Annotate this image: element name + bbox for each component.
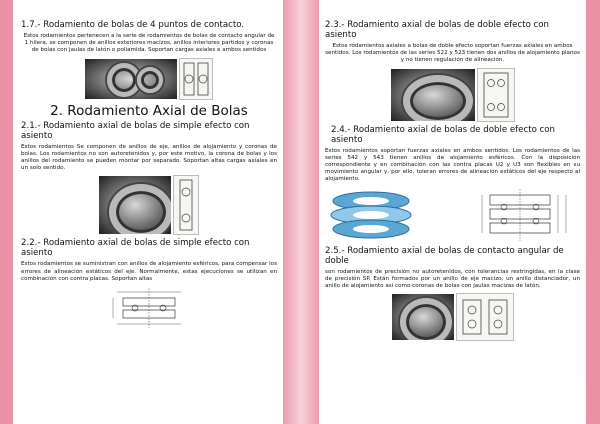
thrust-bearing-drawing [173,175,199,235]
exploded-bearing-illustration [325,187,417,243]
section-text-2-3: Estos rodamientos axiales a bolas de doble efecto soportan fuerzas axiales en ambos sentidos. Los rodamientos de las series 522 y 523 tienen dos anillos de alojamiento planos y no tienen regulación de alineación. [325,43,580,64]
section-heading-2-3: 2.3.- Rodamiento axial de bolas de doble efecto con asiento [325,20,549,40]
figure-2-4 [325,187,580,243]
double-thrust-bearing-dimension-drawing [460,187,580,243]
four-point-bearing-photo [85,59,177,99]
section-text-2-5: son rodamientos de precisión no autoretenidos, con tolerancias restringidas, en la clase de precisión SP. Están formados por un anillo de eje macizo, un anillo distanciador, un anillo de alojamiento así como coronas de bolas con jaulas macizas de latón. [325,268,580,290]
angular-contact-thrust-bearing-drawing [456,293,514,341]
book-spine [283,0,319,424]
left-page [13,0,283,424]
main-heading-axial-bearing: 2. Rodamiento Axial de Bolas [50,102,248,119]
section-heading-2-4: 2.4.- Rodamiento axial de bolas de doble efecto con asiento [331,124,555,145]
spherical-thrust-bearing-drawing [103,286,195,330]
section-heading-2-1: 2.1.- Rodamiento axial de bolas de simple efecto con asiento [21,120,250,141]
section-text-2-1: Estos rodamientos Se componen de anillos de eje, anillos de alojamiento y coronas de bolas. Los rodamientos no son autoretenidos y, por este motivo, la corona de bolas y los anillos del rodamiento se pueden montar por separado. Soportan altas cargas axiales en un solo sentido. [21,143,277,172]
double-thrust-bearing-drawing [477,68,515,122]
four-point-bearing-drawing [179,58,213,100]
double-thrust-bearing-photo [391,69,475,121]
section-heading-2-5: 2.5.- Rodamiento axial de bolas de contacto angular de doble [325,245,564,266]
angular-contact-thrust-bearing-photo [392,294,454,340]
section-text-2-2: Estos rodamientos se suministran con anillos de alojamiento esféricos, para compensar los errores de alineación estáticos del eje. Normalmente, estas ejecuciones se utilizan en combinación con contra placas. Soportan altas [21,261,277,282]
right-page [319,0,586,424]
figure-2-2 [21,286,277,330]
figure-1-7 [21,58,277,100]
section-heading-2-2: 2.2.- Rodamiento axial de bolas de simple efecto con asiento [21,238,250,259]
figure-2-5 [325,293,580,341]
thrust-bearing-photo [99,176,171,234]
section-text-1-7: Estos rodamientos pertenecen a la serie de rodamientos de bolas de contacto angular de 1 hilera, se componen de anillos exteriores macizos, anillos interiores partidos y coronas de bolas con jaulas de latón o poliamida. Soportan cargas axiales e ambos sentidos [23,33,275,54]
section-text-2-4: Estos rodamientos soportan fuerzas axiales en ambos sentidos. Los rodamientos de las series 542 y 543 tienen anillos de alojamiento esféricos. Con la disposición correspondiente y en combinación con las contra placas U2 y U3 son flexibles en su movimiento angular y, por ello, toleran errores de alineación estáticos del eje respecto al alojamiento. [325,147,580,183]
figure-2-1 [21,175,277,235]
section-heading-1-7: 1.7.- Rodamiento de bolas de 4 puntos de contacto. [21,20,245,30]
figure-2-3 [325,68,580,122]
